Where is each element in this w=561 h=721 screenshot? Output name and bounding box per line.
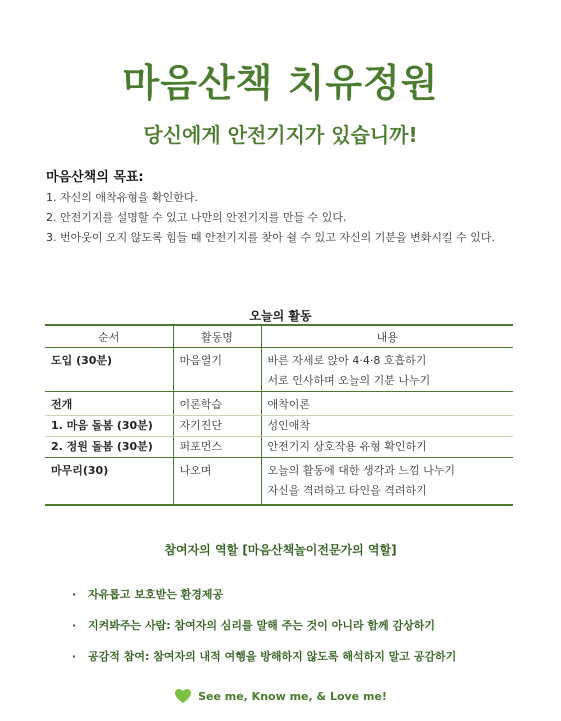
goals-heading: 마음산책의 목표:: [46, 170, 144, 185]
development-order: 2. 정원 돌봄 (30분): [45, 437, 173, 458]
column-header-name: 활동명: [173, 325, 261, 348]
development-content: 안전기지 상호작용 유형 확인하기: [261, 437, 513, 458]
table-row-development: [45, 416, 513, 437]
intro-order: 도입 (30분): [45, 348, 173, 392]
activity-table: [45, 324, 513, 506]
closing-name: 나오며: [173, 458, 261, 506]
footer-slogan: [0, 688, 561, 707]
bullet-marker: ·: [72, 588, 77, 601]
development-content: 애착이론: [261, 392, 513, 416]
development-name: 퍼포먼스: [173, 437, 261, 458]
bullet-marker: ·: [72, 650, 77, 663]
column-header-content: 내용: [261, 325, 513, 348]
intro-content-line: 바른 자세로 앉아 4·4·8 호흡하기: [267, 354, 427, 367]
goal-item: 1. 자신의 애착유형을 확인한다.: [46, 191, 198, 204]
development-label: 전개: [45, 392, 173, 416]
intro-content-line: 서로 인사하며 오늘의 기분 나누기: [267, 374, 431, 387]
development-name: 이론학습: [173, 392, 261, 416]
table-row-development: [45, 437, 513, 458]
goal-item: 3. 번아웃이 오지 않도록 힘들 때 안전기지를 찾아 쉴 수 있고 자신의 기분을 변화시킬 수 있다.: [46, 231, 495, 244]
closing-content-line: 오늘의 활동에 대한 생각과 느낌 나누기: [267, 464, 455, 477]
role-item: [72, 588, 542, 619]
goal-item: 2. 안전기지를 설명할 수 있고 나만의 안전기지를 만들 수 있다.: [46, 211, 347, 224]
table-header-row: [45, 325, 513, 348]
page-subtitle: 당신에게 안전기지가 있습니까!: [143, 123, 418, 147]
role-text: 지켜봐주는 사람: 참여자의 심리를 말해 주는 것이 아니라 함께 감상하기: [88, 619, 436, 632]
intro-content: [261, 348, 513, 392]
role-item: [72, 650, 542, 681]
goals-section: [46, 166, 526, 248]
roles-list: [72, 588, 542, 681]
bullet-marker: ·: [72, 619, 77, 632]
heart-icon: [174, 688, 192, 707]
footer-text: See me, Know me, & Love me!: [198, 690, 387, 703]
role-text: 공감적 참여: 참여자의 내적 여행을 방해하지 않도록 해석하지 말고 공감하기: [88, 650, 457, 663]
page-title: 마음산책 치유정원: [122, 61, 439, 105]
intro-name: 마음열기: [173, 348, 261, 392]
activity-table-caption: 오늘의 활동: [249, 309, 312, 323]
closing-content-line: 자신을 격려하고 타인을 격려하기: [267, 484, 427, 497]
development-order: 1. 마음 돌봄 (30분): [45, 416, 173, 437]
development-content: 성인애착: [261, 416, 513, 437]
closing-order: 마무리(30): [45, 458, 173, 506]
development-name: 자기진단: [173, 416, 261, 437]
table-row-development: [45, 392, 513, 416]
role-text: 자유롭고 보호받는 환경제공: [88, 588, 224, 601]
column-header-order: 순서: [45, 325, 173, 348]
table-row-closing: [45, 458, 513, 506]
role-item: [72, 619, 542, 650]
roles-title: 참여자의 역할 [마음산책놀이전문가의 역할]: [164, 543, 397, 557]
table-row-intro: [45, 348, 513, 392]
closing-content: [261, 458, 513, 506]
